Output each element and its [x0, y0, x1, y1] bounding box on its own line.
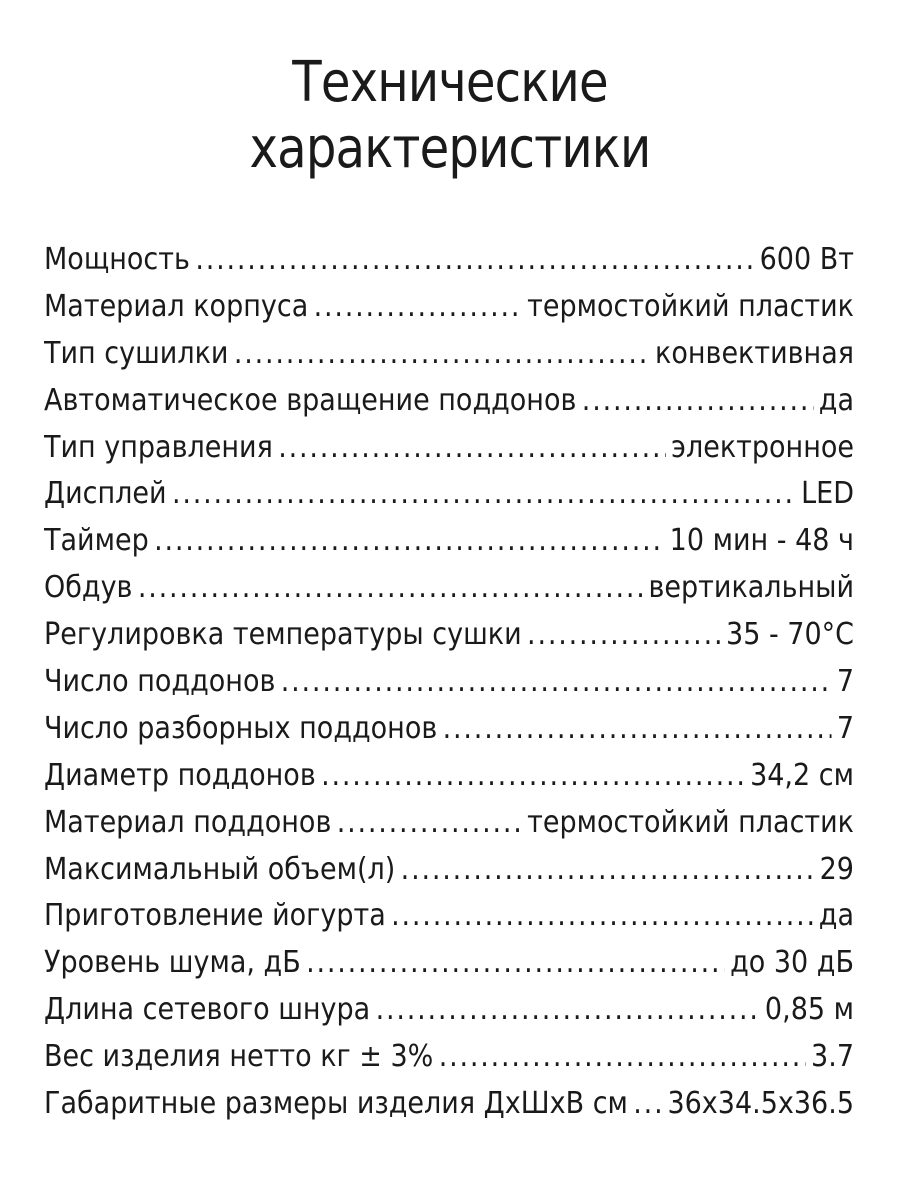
dot-leader [401, 847, 815, 894]
spec-row-net-weight [44, 1034, 854, 1081]
spec-label: Мощность [44, 242, 190, 277]
spec-row-cord-length [44, 987, 854, 1034]
dot-leader [278, 425, 666, 472]
spec-row-dimensions [44, 1081, 854, 1128]
dot-leader [376, 987, 760, 1034]
spec-row-control-type [44, 425, 854, 472]
spec-value: 0,85 м [764, 992, 854, 1028]
dot-leader [234, 331, 650, 378]
spec-value: 34,2 см [750, 757, 854, 793]
spec-value: термостойкий пластик [527, 288, 854, 324]
spec-value: вертикальный [648, 570, 854, 606]
spec-label: Вес изделия нетто кг ± 3% [44, 1039, 434, 1075]
spec-value: 3.7 [811, 1039, 854, 1075]
spec-value: да [818, 382, 854, 418]
dot-leader [154, 518, 664, 565]
spec-row-body-material [44, 284, 854, 331]
spec-value: до 30 дБ [730, 945, 854, 981]
spec-label: Таймер [44, 523, 149, 559]
dot-leader [527, 612, 721, 659]
dot-leader [443, 706, 832, 753]
spec-row-timer [44, 518, 854, 565]
dot-leader [172, 471, 796, 518]
spec-row-noise [44, 940, 854, 987]
spec-value: 600 Вт [759, 242, 854, 277]
spec-row-tray-material [44, 800, 854, 847]
dot-leader [391, 893, 813, 940]
spec-value: 36x34.5x36.5 [667, 1086, 854, 1122]
dot-leader [439, 1034, 806, 1081]
dot-leader [582, 378, 814, 425]
page-title-line-1: Технические [292, 50, 608, 115]
spec-label: Тип сушилки [44, 335, 229, 371]
spec-label: Приготовление йогурта [44, 898, 386, 934]
spec-label: Число разборных поддонов [44, 710, 438, 746]
spec-label: Дисплей [44, 476, 167, 512]
dot-leader [306, 940, 725, 987]
spec-row-display [44, 471, 854, 518]
spec-label: Материал поддонов [44, 804, 332, 840]
spec-value: да [818, 898, 854, 934]
spec-label: Максимальный объем(л) [44, 851, 396, 887]
dot-leader [314, 284, 522, 331]
spec-row-dryer-type [44, 331, 854, 378]
dot-leader [138, 565, 643, 612]
spec-row-temperature [44, 612, 854, 659]
spec-value: термостойкий пластик [527, 804, 854, 840]
spec-row-power [44, 237, 854, 284]
spec-value: 10 мин - 48 ч [669, 523, 854, 559]
page-title-line-2: характеристики [249, 116, 651, 181]
spec-row-max-volume [44, 847, 854, 894]
spec-label: Регулировка температуры сушки [44, 617, 522, 653]
spec-label: Диаметр поддонов [44, 757, 316, 793]
spec-value: 7 [836, 710, 854, 746]
dot-leader [633, 1081, 662, 1128]
spec-label: Уровень шума, дБ [44, 945, 301, 981]
spec-label: Число поддонов [44, 664, 276, 700]
spec-row-auto-rotation [44, 378, 854, 425]
page-title [63, 50, 837, 182]
spec-label: Тип управления [44, 429, 273, 465]
spec-row-collapsible-trays [44, 706, 854, 753]
spec-label: Обдув [44, 570, 133, 606]
spec-value: 7 [836, 664, 854, 700]
dot-leader [321, 753, 745, 800]
spec-row-tray-count [44, 659, 854, 706]
spec-value: электронное [671, 429, 854, 465]
spec-value: 29 [819, 851, 854, 887]
dot-leader [337, 800, 522, 847]
spec-label: Материал корпуса [44, 288, 309, 324]
spec-list [44, 237, 854, 1128]
spec-row-yogurt [44, 893, 854, 940]
spec-label: Габаритные размеры изделия ДхШхВ см [44, 1086, 628, 1122]
spec-value: конвективная [655, 335, 854, 371]
spec-value: 35 - 70°C [726, 617, 854, 653]
spec-row-tray-diameter [44, 753, 854, 800]
spec-label: Длина сетевого шнура [44, 992, 371, 1028]
spec-value: LED [801, 476, 854, 512]
dot-leader [195, 237, 754, 284]
dot-leader [281, 659, 832, 706]
spec-label: Автоматическое вращение поддонов [44, 382, 577, 418]
spec-row-airflow [44, 565, 854, 612]
